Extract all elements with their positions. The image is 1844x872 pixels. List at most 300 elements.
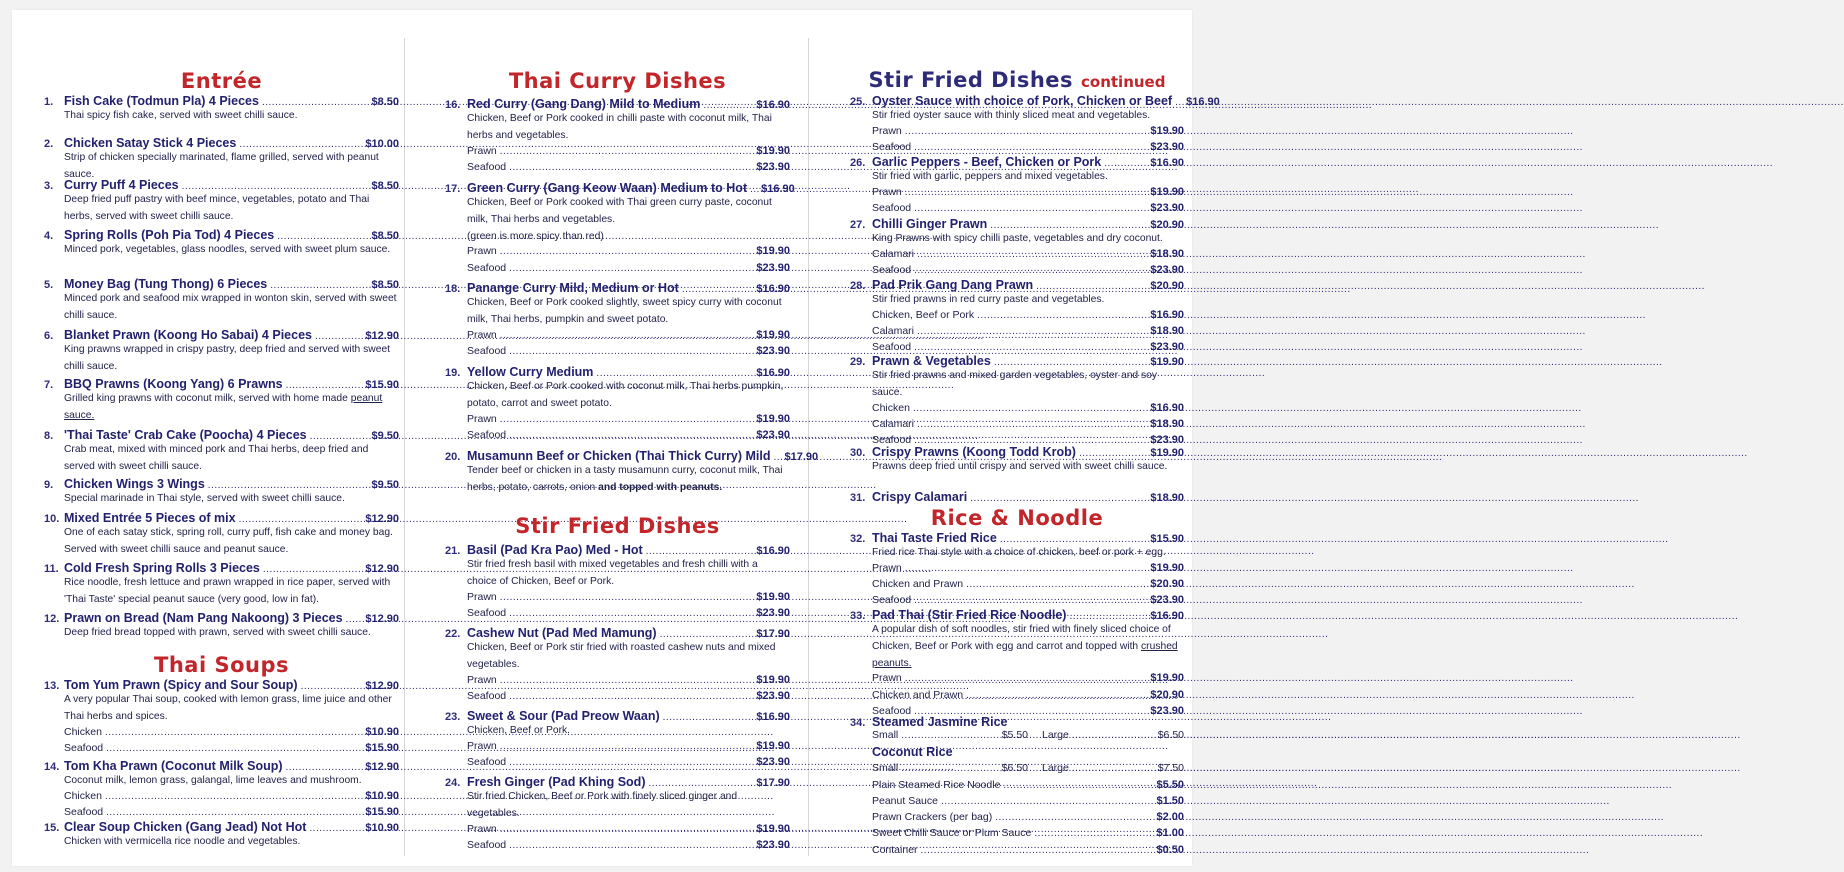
option-name: Prawn [872,124,902,137]
item-title-row [850,715,1184,729]
item-price: $8.50 [371,96,399,108]
menu-item [850,715,1184,860]
item-number: 4. [44,230,54,242]
extra-item [872,844,1184,860]
item-number: 33. [850,610,866,622]
extra-item [872,827,1184,843]
dot-leader [262,97,369,108]
dot-leader [270,280,368,291]
description-text: Rice noodle, fresh lettuce and prawn wrapped in rice paper, served with 'Thai Taste' special peanut sauce (very good, low in fat). [64,577,391,605]
dot-leader [905,563,1148,574]
extra-price: $1.50 [1156,794,1184,807]
option-price: $23.90 [756,606,790,619]
extra-name: Plain Steamed Rice Noodle [872,778,1001,791]
item-price: $16.90 [1150,157,1184,169]
section-heading-curry: Thai Curry Dishes [508,69,727,93]
description-text: King prawns wrapped in crispy pastry, deep fried and served with sweet chilli sauce. [64,344,391,372]
extra-item [872,811,1184,827]
item-number: 13. [44,680,60,692]
item-title-row [44,377,399,391]
option-price: $23.90 [756,261,790,274]
item-number: 18. [445,283,461,295]
item-price: $10.00 [365,138,399,150]
item-price: $17.90 [756,628,790,640]
dot-leader [500,675,754,686]
item-title-row [850,155,1184,169]
item-number: 31. [850,492,866,504]
description-text: Stir fried Chicken, Beef or Pork with finely sliced ginger and vegetables. [467,791,738,819]
option-name: Calamari [872,325,915,338]
dot-leader [995,812,1153,823]
menu-item [445,775,790,855]
dot-leader [914,595,1147,606]
item-name: Basil (Pad Kra Pao) Med - Hot [467,543,643,557]
item-title-row [445,775,790,789]
dot-leader [660,629,754,640]
item-price: $12.90 [365,563,399,575]
size-label: Large [1042,762,1069,775]
dot-leader [105,727,362,738]
dot-leader [966,579,1147,590]
option-price: $19.90 [756,144,790,157]
extra-name: Prawn Crackers (per bag) [872,811,993,824]
description-text: Deep fried bread topped with prawn, served with sweet chilli sauce. [64,627,371,638]
description-text: Fried rice Thai style with a choice of chicken, beef or pork + egg. [872,547,1166,558]
extra-item [872,795,1184,811]
item-option [64,742,399,758]
option-name: Seafood [872,202,912,215]
item-description [872,292,1184,309]
menu-item [445,543,790,623]
option-price: $19.90 [756,412,790,425]
item-price: $10.90 [365,822,399,834]
item-option [467,145,790,161]
dot-leader [286,380,363,391]
item-title-row [44,328,399,342]
section-heading-entree: Entrée [180,69,263,93]
item-note: (green is more spicy than red) [467,230,604,242]
item-description [467,463,790,497]
item-name: Spring Rolls (Poh Pia Tod) 4 Pieces [64,228,275,242]
dot-leader [500,146,754,157]
option-price: $19.90 [756,245,790,258]
option-price: $23.90 [756,428,790,441]
menu-item [44,377,399,425]
menu-item [850,278,1184,358]
item-description [872,368,1184,402]
option-name: Prawn [872,185,902,198]
item-option [467,262,790,278]
item-option [872,562,1184,578]
size-price: $5.50 [1001,729,1028,741]
item-name: Money Bag (Tung Thong) 6 Pieces [64,277,268,291]
dot-leader [509,691,753,702]
item-number: 9. [44,479,54,491]
item-description [467,379,790,413]
dot-leader [703,100,753,111]
size-price: $6.50 [1001,762,1028,775]
menu-item [850,217,1184,280]
description-text: A very popular Thai soup, cooked with lemon grass, lime juice and other Thai herbs and spices. [64,694,392,722]
item-name: Yellow Curry Medium [467,365,594,379]
dot-leader [648,778,753,789]
option-name: Prawn [467,412,497,425]
item-description [467,111,790,145]
option-name: Seafood [872,141,912,154]
option-name: Prawn [467,245,497,258]
item-description [872,459,1184,476]
item-description [64,525,399,559]
item-option [872,418,1184,434]
option-name: Seafood [872,264,912,277]
dot-leader [509,346,753,357]
item-option [467,823,790,839]
option-name: Prawn [467,328,497,341]
column-entree [44,10,399,866]
item-price: $8.50 [371,180,399,192]
item-price: $9.50 [371,430,399,442]
menu-item [445,709,790,772]
item-title-row [850,490,1184,504]
dot-leader [509,757,753,768]
option-name: Seafood [467,344,507,357]
description-text: Stir fried fresh basil with mixed vegetables and fresh chilli with a choice of Chicken, Beef or Pork. [467,559,758,587]
item-description [467,295,790,329]
item-description [64,108,399,125]
option-name: Prawn [467,739,497,752]
description-text: Chicken, Beef or Pork cooked in chilli paste with coconut milk, Thai herbs and vegetables. [467,113,772,141]
item-description [872,231,1184,248]
size-option [872,762,1028,774]
menu-item [44,277,399,325]
dot-leader [1034,828,1153,839]
option-price: $23.90 [756,344,790,357]
item-title-row [850,217,1184,231]
item-title-row [44,611,399,625]
item-name: Pad Thai (Stir Fried Rice Noodle) [872,608,1067,622]
menu-item [44,678,399,758]
item-name: Cashew Nut (Pad Med Mamung) [467,626,657,640]
item-price: $16.90 [756,545,790,557]
description-text: One of each satay stick, spring roll, curry puff, fish cake and money bag. Served with sweet chilli sauce and peanut sauce. [64,527,393,555]
menu-item [44,759,399,822]
option-price: $19.90 [1150,672,1184,685]
fold-line [808,38,809,856]
item-price: $17.90 [756,777,790,789]
size-price-row [872,762,1184,778]
dot-leader [914,142,1147,153]
item-number: 25. [850,96,866,108]
size-label: Small [872,729,899,741]
item-name: Panange Curry Mild, Medium or Hot [467,281,679,295]
option-price: $18.90 [1150,417,1184,430]
item-number: 6. [44,330,54,342]
menu-item [44,477,399,508]
option-name: Chicken and Prawn [872,688,964,701]
dot-leader [914,203,1147,214]
item-description [467,640,790,674]
option-price: $23.90 [756,756,790,769]
item-name: Chilli Ginger Prawn [872,217,988,231]
item-price: $12.90 [365,680,399,692]
dot-leader [239,514,363,525]
item-number: 17. [445,183,461,195]
item-description [64,834,399,851]
description-text: Stir fried oyster sauce with thinly sliced meat and vegetables. [872,110,1151,121]
description-text: Coconut milk, lemon grass, galangal, lime leaves and mushroom. [64,775,362,786]
description-text: Crab meat, mixed with minced pork and Thai herbs, deep fried and served with sweet chilli sauce. [64,444,369,472]
description-text: King Prawns with spicy chilli paste, vegetables and dry coconut. [872,233,1163,244]
dot-leader [208,480,369,491]
item-description [872,622,1184,672]
option-name: Calamari [872,247,915,260]
item-title-row [445,543,790,557]
description-text: Deep fried puff pastry with beef mince, vegetables, potato and Thai herbs, served with sweet chilli sauce. [64,194,370,222]
menu-item [44,328,399,376]
dot-leader [913,403,1147,414]
dot-leader [509,430,753,441]
item-title-row [850,354,1184,368]
description-text: Chicken, Beef or Pork cooked with Thai green curry paste, coconut milk, Thai herbs and vegetables. [467,197,772,225]
description-text: Chicken, Beef or Pork cooked with coconut milk, Thai herbs pumpkin, potato, carrot and sweet potato. [467,381,784,409]
item-name: Green Curry (Gang Keow Waan) Medium to Hot [467,181,748,195]
item-option [467,245,790,261]
item-number: 2. [44,138,54,150]
item-title-row [445,181,795,195]
dot-leader [901,730,998,741]
menu-item [44,136,399,184]
item-description [467,195,790,229]
item-price: $20.90 [1150,219,1184,231]
item-option [467,740,790,756]
item-title-row [44,228,399,242]
option-price: $23.90 [1150,341,1184,354]
dot-leader [750,184,758,195]
option-name: Chicken [64,725,102,738]
item-price: $12.90 [365,513,399,525]
dot-leader [990,220,1147,231]
item-title-row [445,365,790,379]
option-price: $19.90 [756,328,790,341]
dot-leader [500,824,754,835]
option-name: Seafood [467,428,507,441]
menu-item [445,281,790,361]
size-option [1028,729,1184,741]
item-price: $18.90 [1150,492,1184,504]
item-number: 19. [445,367,461,379]
dot-leader [917,419,1147,430]
item-option [872,402,1184,418]
option-name: Seafood [467,838,507,851]
item-number: 21. [445,545,461,557]
item-name: Prawn on Bread (Nam Pang Nakoong) 3 Pieces [64,611,343,625]
size-price-row [872,729,1184,745]
item-number: 3. [44,180,54,192]
item-description [64,242,399,259]
dot-leader [966,690,1147,701]
item-number: 22. [445,628,461,640]
item-option [467,607,790,623]
item-title-row [44,511,399,525]
item-name: Sweet & Sour (Pad Preow Waan) [467,709,660,723]
dot-leader [1036,281,1147,292]
option-name: Chicken, Beef or Pork [872,308,975,321]
option-name: Prawn [872,672,902,685]
dot-leader [1000,534,1148,545]
dot-leader [105,791,362,802]
item-price: $16.90 [756,99,790,111]
dot-leader [905,673,1148,684]
item-description [64,575,399,609]
description-text: Stir fried prawns in red curry paste and vegetables. [872,294,1105,305]
option-price: $23.90 [1150,434,1184,447]
item-number: 7. [44,379,54,391]
menu-item [44,611,399,642]
menu-item [445,181,795,278]
item-name: 'Thai Taste' Crab Cake (Poocha) 4 Pieces [64,428,307,442]
item-description [467,789,790,823]
item-price: $16.90 [756,711,790,723]
item-title-row [44,178,399,192]
item-number: 5. [44,279,54,291]
option-price: $10.90 [365,789,399,802]
column-stirfried-continued [850,10,1220,866]
section-heading-stirfried: Stir Fried Dishes [515,514,720,538]
menu-item [44,428,399,476]
item-title-row [44,477,399,491]
description-text: Stir fried prawns and mixed garden vegetables, oyster and soy sauce. [872,370,1158,398]
description-text: Minced pork, vegetables, glass noodles, served with sweet plum sauce. [64,244,391,255]
menu-item [44,94,399,125]
item-name: Fish Cake (Todmun Pla) 4 Pieces [64,94,259,108]
item-number: 26. [850,157,866,169]
item-name: Tom Yum Prawn (Spicy and Sour Soup) [64,678,298,692]
description-text: Chicken, Beef or Pork stir fried with roasted cashew nuts and mixed vegetables. [467,642,776,670]
dot-leader [509,608,753,619]
item-description [64,442,399,476]
item-number: 1. [44,96,54,108]
description-text: Grilled king prawns with coconut milk, served with home made [64,393,348,404]
size-price: $6.50 [1157,729,1184,741]
item-option [467,329,790,345]
item-option [64,726,399,742]
extra-price: $2.00 [1156,811,1184,824]
description-text: Chicken, Beef or Pork cooked slightly, sweet spicy curry with coconut milk, Thai herbs, pumpkin and sweet potato. [467,297,782,325]
option-name: Seafood [64,806,104,819]
item-option [467,674,790,690]
item-price: $17.90 [784,451,819,463]
item-name: Oyster Sauce with choice of Pork, Chicken or Beef [872,94,1173,108]
option-name: Seafood [872,341,912,354]
item-description [467,557,790,591]
dot-leader [1072,763,1155,774]
option-price: $23.90 [756,689,790,702]
extra-name: Sweet Chilli Sauce or Plum Sauce [872,827,1032,840]
option-name: Seafood [467,756,507,769]
item-number: 10. [44,513,60,525]
item-option [872,125,1184,141]
item-number: 30. [850,447,866,459]
option-name: Seafood [467,160,507,173]
menu-item [850,490,1184,504]
item-name: Thai Taste Fried Rice [872,531,997,545]
menu-item [44,561,399,609]
menu-item [850,155,1184,218]
item-title-row [850,608,1184,622]
item-name: Blanket Prawn (Koong Ho Sabai) 4 Pieces [64,328,312,342]
item-number: 14. [44,761,60,773]
item-number: 8. [44,430,54,442]
item-price: $19.90 [1150,356,1184,368]
description-text: Prawns deep fried until crispy and served with sweet chilli sauce. [872,461,1168,472]
dot-leader [509,263,753,274]
dot-leader [106,807,362,818]
item-number: 15. [44,822,60,834]
item-title-row [850,531,1184,545]
item-name: Garlic Peppers - Beef, Chicken or Pork [872,155,1102,169]
dot-leader [106,743,362,754]
option-name: Chicken [872,401,910,414]
heading-text: Stir Fried Dishes [868,68,1074,92]
item-option [467,756,790,772]
item-title-row [44,428,399,442]
option-price: $16.90 [1150,308,1184,321]
item-description [64,625,399,642]
dot-leader [277,231,368,242]
size-price: $7.50 [1157,762,1184,775]
item-number: 24. [445,777,461,789]
dot-leader [682,284,754,295]
item-option [872,202,1184,218]
description-underline: peanut sauce. [64,393,383,421]
item-description [64,192,399,226]
item-name: Curry Puff 4 Pieces [64,178,179,192]
dot-leader [1104,158,1147,169]
option-name: Calamari [872,417,915,430]
item-title-row [44,277,399,291]
item-price: $19.90 [1150,447,1184,459]
dot-leader [921,845,1154,856]
item-number: 27. [850,219,866,231]
item-name: Red Curry (Gang Dang) Mild to Medium [467,97,701,111]
option-name: Seafood [872,704,912,717]
item-option [872,325,1184,341]
item-number: 16. [445,99,461,111]
item-price: $8.50 [371,279,399,291]
option-price: $19.90 [1150,185,1184,198]
dot-leader [905,126,1148,137]
section-heading-rice-noodle: Rice & Noodle [930,506,1104,530]
item-title-row [445,626,790,640]
item-number: 12. [44,613,60,625]
dot-leader [301,681,363,692]
item-price: $16.90 [761,183,795,195]
section-heading-soups: Thai Soups [154,653,289,677]
menu-item [445,365,790,445]
dot-leader [596,368,753,379]
menu-item [850,608,1184,721]
item-description [64,491,399,508]
dot-leader [1079,448,1147,459]
description-text: Stir fried with garlic, peppers and mixed vegetables. [872,171,1108,182]
menu-item [445,626,790,706]
option-price: $18.90 [1150,325,1184,338]
dot-leader [500,414,754,425]
item-description [64,291,399,325]
dot-leader [914,265,1147,276]
dot-leader [941,796,1154,807]
dot-leader [239,139,362,150]
